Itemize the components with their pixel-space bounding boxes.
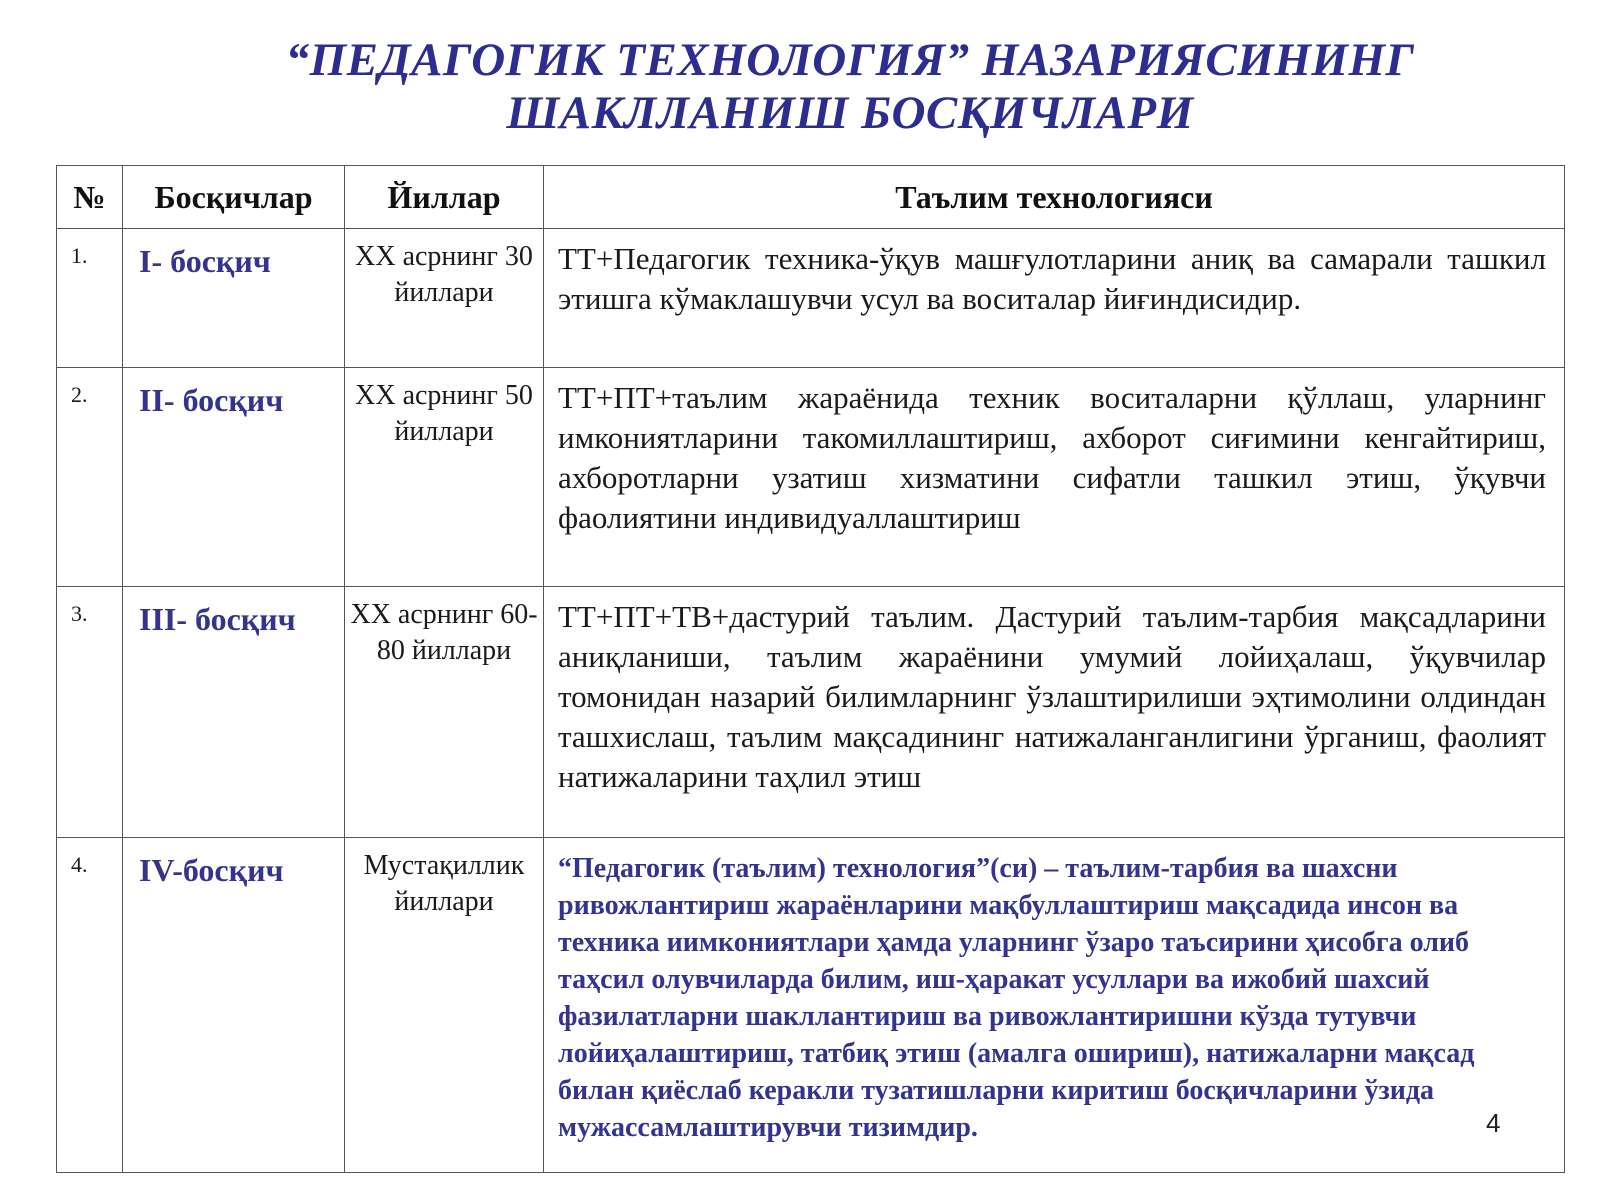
table-row — [57, 229, 1565, 368]
row-number: 2. — [57, 368, 123, 587]
header-technology: Таълим технологияси — [544, 166, 1565, 229]
header-years: Йиллар — [345, 166, 544, 229]
header-number: № — [57, 166, 123, 229]
row-number: 4. — [57, 838, 123, 1173]
row-stage: I- босқич — [123, 229, 345, 368]
page-title-line-1: “ПЕДАГОГИК ТЕХНОЛОГИЯ” НАЗАРИЯСИНИНГ — [285, 34, 1415, 86]
page-title-line-2: ШАКЛЛАНИШ БОСҚИЧЛАРИ — [506, 87, 1194, 139]
row-stage: II- босқич — [123, 368, 345, 587]
table-row — [57, 838, 1565, 1173]
row-years: XX асрнинг 60-80 йиллари — [345, 587, 544, 838]
row-years: XX асрнинг 50 йиллари — [345, 368, 544, 587]
row-years: Мустақиллик йиллари — [345, 838, 544, 1173]
row-technology: ТТ+ПТ+таълим жараёнида техник воситаларни қўллаш, уларнинг имкониятларини такомиллаштириш, ахборот сиғимини кенгайтириш, ахборотларни узатиш хизматини сифатли ташкил этиш, ўқувчи фаолиятини индивидуаллаштириш — [544, 368, 1565, 587]
row-technology-definition: “Педагогик (таълим) технология”(си) – таълим-тарбия ва шахсни ривожлантириш жараёнларини мақбуллаштириш мақсадида инсон ва техника иимкониятлари ҳамда уларнинг ўзаро таъсирини ҳисобга олиб таҳсил олувчиларда билим, иш-ҳаракат усуллари ва ижобий шахсий фазилатларни шакллантириш ва ривожлантиришни кўзда тутувчи лойиҳалаштириш, татбиқ этиш (амалга ошириш), натижаларни мақсад билан қиёслаб керакли тузатишларни киритиш босқичларини ўзида мужассамлаштирувчи тизимдир. — [544, 838, 1565, 1173]
table-row — [57, 368, 1565, 587]
row-technology: ТТ+ПТ+ТВ+дастурий таълим. Дастурий таълим-тарбия мақсадларини аниқланиши, таълим жараёнини умумий лойиҳалаш, ўқувчилар томонидан назарий билимларнинг ўзлаштирилиши эҳтимолини олдиндан ташхислаш, таълим мақсадининг натижаланганлигини ўрганиш, фаолият натижаларини таҳлил этиш — [544, 587, 1565, 838]
row-number: 3. — [57, 587, 123, 838]
row-years: XX асрнинг 30 йиллари — [345, 229, 544, 368]
stages-table — [56, 165, 1565, 1173]
header-stages: Босқичлар — [123, 166, 345, 229]
page-number: 4 — [1486, 1108, 1501, 1138]
table-row — [57, 587, 1565, 838]
row-stage: IV-босқич — [123, 838, 345, 1173]
page-title — [200, 34, 1500, 140]
row-number: 1. — [57, 229, 123, 368]
row-stage: III- босқич — [123, 587, 345, 838]
row-technology: ТТ+Педагогик техника-ўқув машғулотларини аниқ ва самарали ташкил этишга кўмаклашувчи усул ва воситалар йиғиндисидир. — [544, 229, 1565, 368]
table-header-row — [57, 166, 1565, 229]
